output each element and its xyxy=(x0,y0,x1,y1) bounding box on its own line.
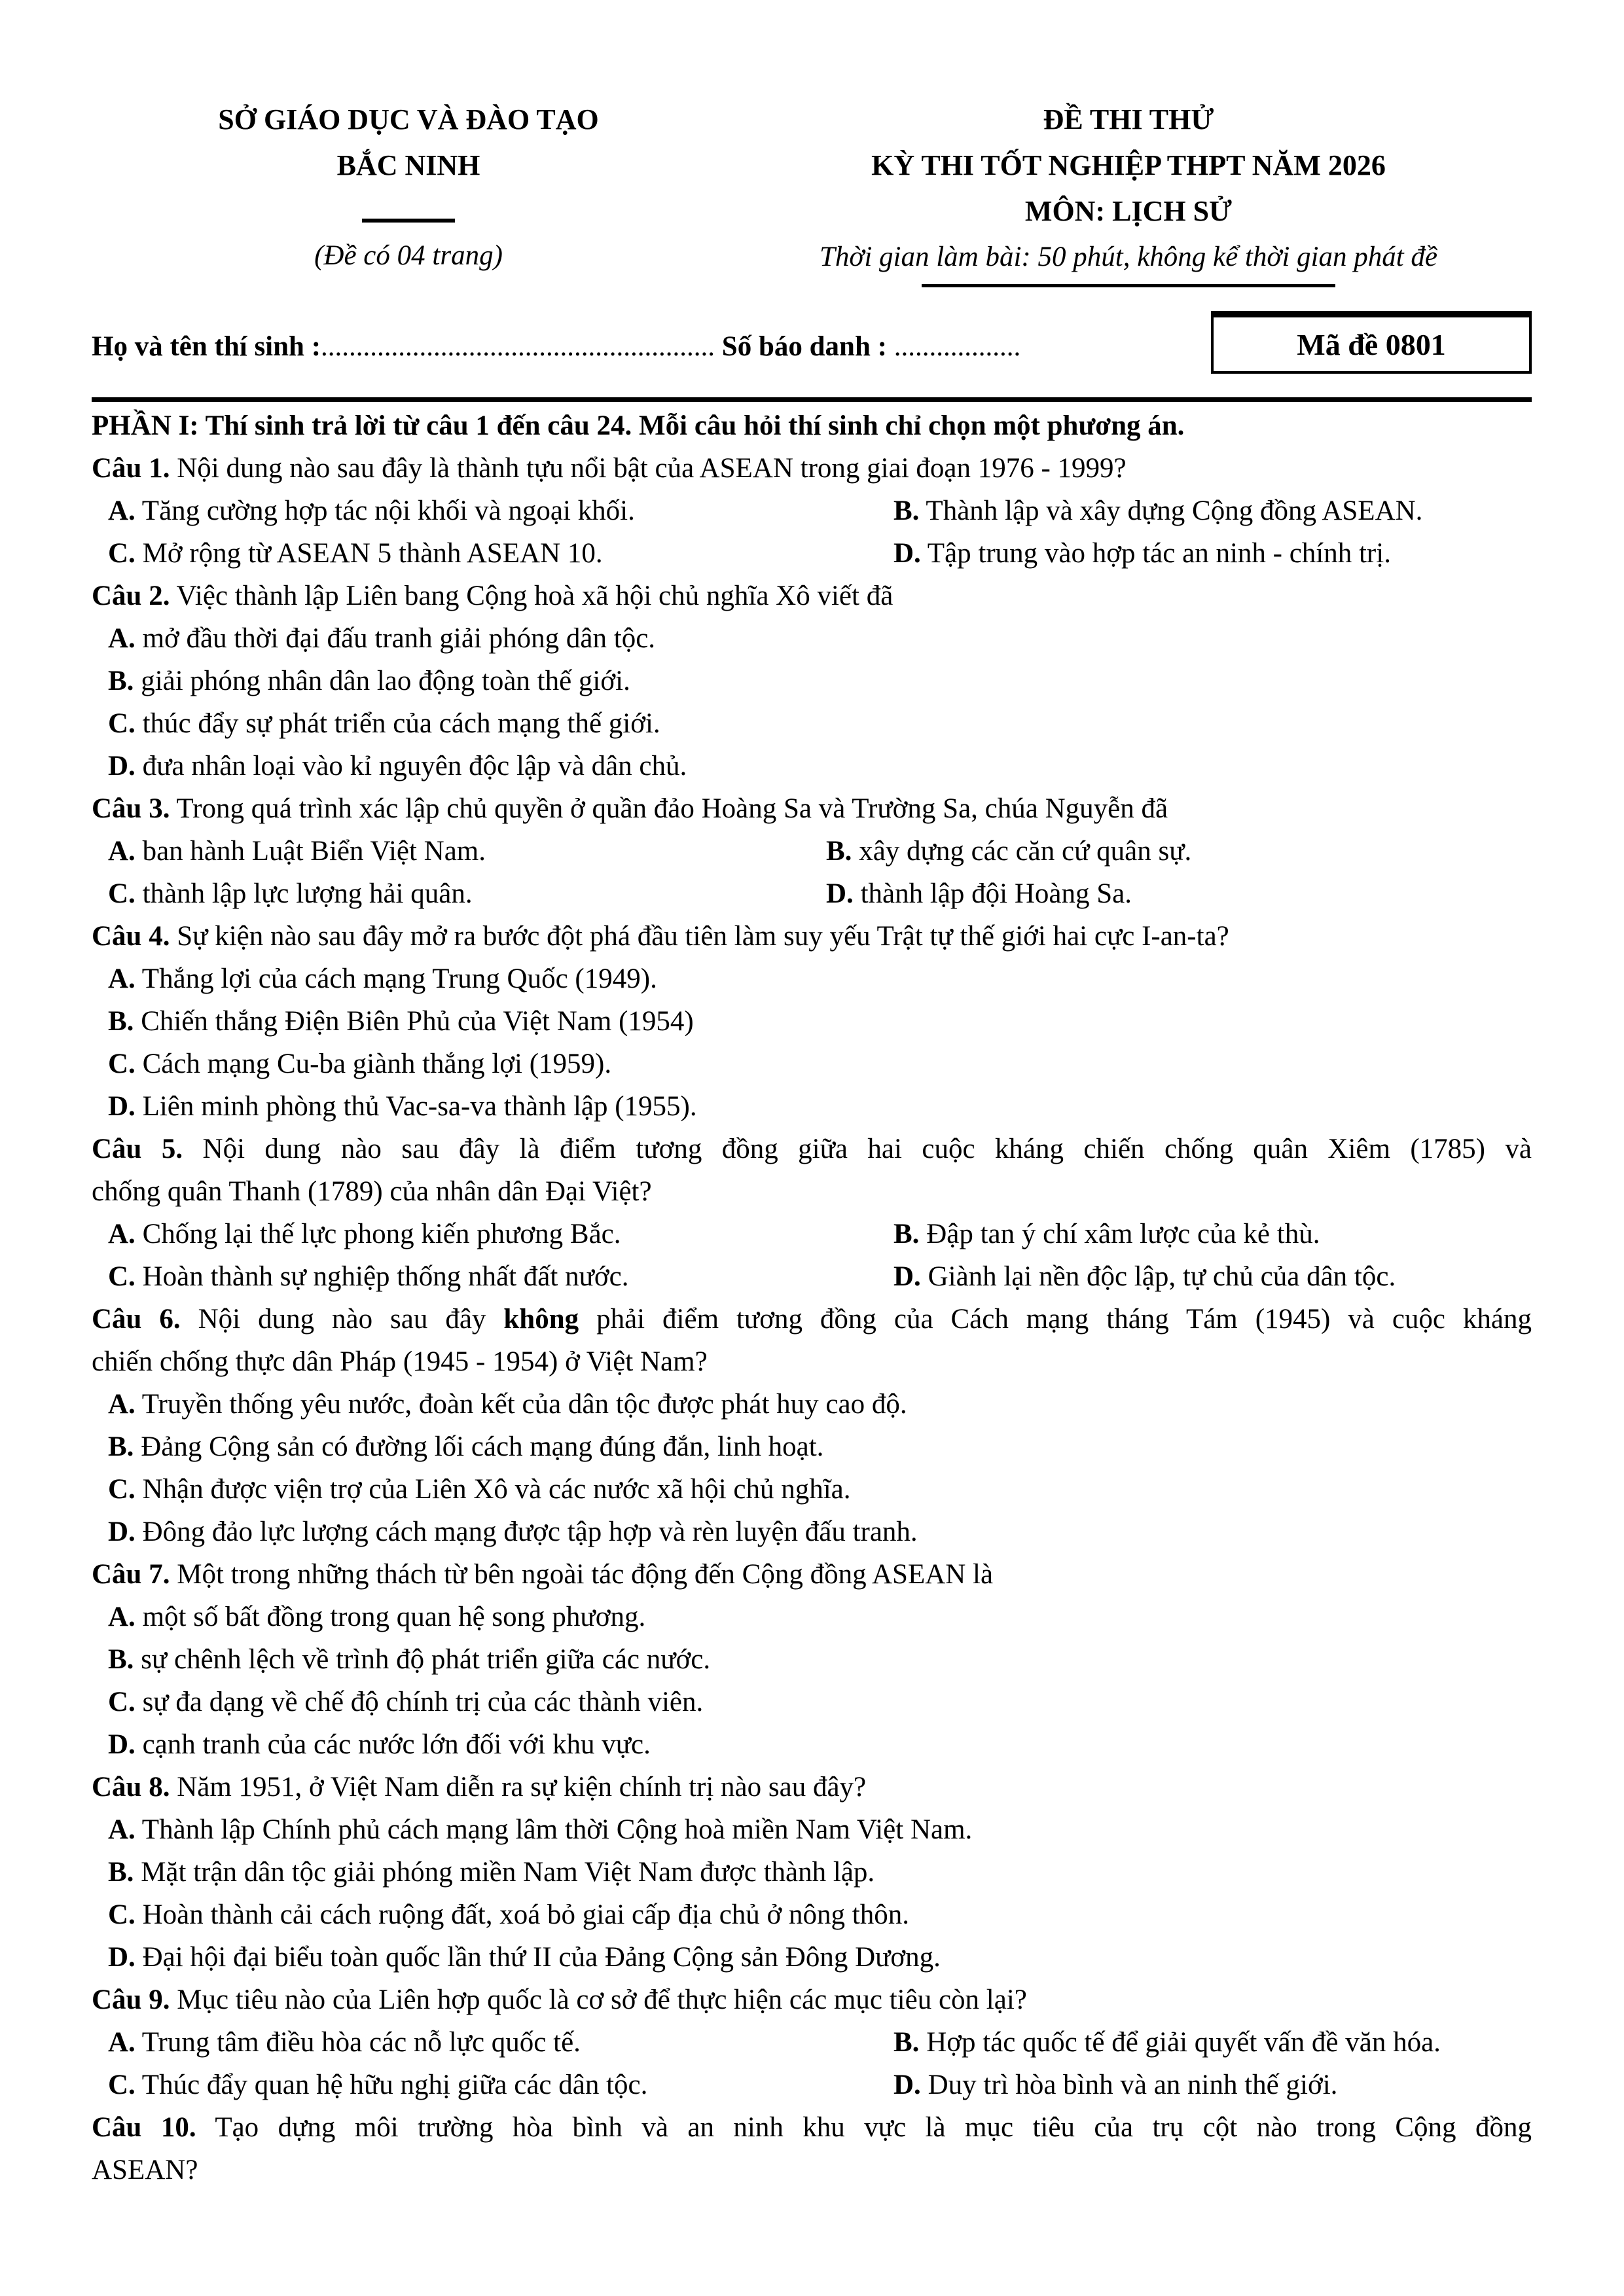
option-c: C. Cách mạng Cu-ba giành thắng lợi (1959). xyxy=(108,1049,612,1079)
exam-code-box xyxy=(1211,311,1532,374)
option-c: C. Nhận được viện trợ của Liên Xô và các nước xã hội chủ nghĩa. xyxy=(108,1474,851,1505)
question-3 xyxy=(92,787,1532,915)
option-d: D. Đông đảo lực lượng cách mạng được tập hợp và rèn luyện đấu tranh. xyxy=(108,1516,918,1547)
option-d: D. Liên minh phòng thủ Vac-sa-va thành lập (1955). xyxy=(108,1091,697,1122)
registration-number-label: Số báo danh : xyxy=(721,331,887,362)
exam-subject: MÔN: LỊCH SỬ xyxy=(1024,195,1233,227)
option-b: B. Thành lập và xây dựng Cộng đồng ASEAN. xyxy=(893,495,1423,526)
option-d: D. Duy trì hòa bình và an ninh thế giới. xyxy=(893,2070,1338,2100)
question-text: Câu 4. Sự kiện nào sau đây mở ra bước đột phá đầu tiên làm suy yếu Trật tự thế giới hai cực I-an-ta? xyxy=(92,921,1229,952)
question-text: Câu 7. Một trong những thách từ bên ngoài tác động đến Cộng đồng ASEAN là xyxy=(92,1559,994,1590)
issuer-divider xyxy=(362,219,455,223)
option-a: A. một số bất đồng trong quan hệ song phương. xyxy=(108,1602,646,1632)
option-a: A. Trung tâm điều hòa các nỗ lực quốc tế. xyxy=(108,2027,581,2058)
options-row xyxy=(92,830,1532,872)
option-a: A. Tăng cường hợp tác nội khối và ngoại khối. xyxy=(108,495,635,526)
question-text-line1: Câu 6. Nội dung nào sau đây không phải điểm tương đồng của Cách mạng tháng Tám (1945) và cuộc kháng xyxy=(92,1304,1532,1335)
question-number: Câu 4. xyxy=(92,921,170,952)
question-4 xyxy=(92,915,1532,1128)
question-number: Câu 2. xyxy=(92,581,170,611)
exam-type-title: ĐỀ THI THỬ xyxy=(1043,103,1214,135)
option-d: D. thành lập đội Hoàng Sa. xyxy=(826,878,1132,909)
option-c: C. thành lập lực lượng hải quân. xyxy=(108,878,473,909)
question-number: Câu 5. xyxy=(92,1134,183,1164)
option-b: B. xây dựng các căn cứ quân sự. xyxy=(826,836,1192,867)
question-number: Câu 9. xyxy=(92,1984,170,2015)
pages-note: (Đề có 04 trang) xyxy=(314,240,503,271)
option-a: A. ban hành Luật Biển Việt Nam. xyxy=(108,836,486,867)
option-c: C. thúc đẩy sự phát triển của cách mạng thế giới. xyxy=(108,708,660,739)
question-number: Câu 6. xyxy=(92,1304,181,1335)
option-a: A. Thành lập Chính phủ cách mạng lâm thời Cộng hoà miền Nam Việt Nam. xyxy=(108,1814,973,1845)
section-divider xyxy=(92,397,1532,402)
option-b: B. Đảng Cộng sản có đường lối cách mạng đúng đắn, linh hoạt. xyxy=(108,1431,824,1462)
option-a: A. Chống lại thế lực phong kiến phương Bắc. xyxy=(108,1219,621,1249)
option-b: B. Hợp tác quốc tế để giải quyết vấn đề văn hóa. xyxy=(893,2027,1441,2058)
options-row xyxy=(92,1213,1532,1255)
question-text: Câu 3. Trong quá trình xác lập chủ quyền ở quần đảo Hoàng Sa và Trường Sa, chúa Nguyễn đã xyxy=(92,793,1168,824)
issuer-department: SỞ GIÁO DỤC VÀ ĐÀO TẠO xyxy=(218,103,599,135)
question-6 xyxy=(92,1298,1532,1553)
issuer-block xyxy=(92,97,725,287)
candidate-row xyxy=(92,311,1532,388)
options-row xyxy=(92,490,1532,532)
option-b: B. sự chênh lệch về trình độ phát triển giữa các nước. xyxy=(108,1644,711,1675)
option-b: B. giải phóng nhân dân lao động toàn thế giới. xyxy=(108,666,630,696)
question-10 xyxy=(92,2106,1532,2191)
question-2 xyxy=(92,575,1532,787)
option-c: C. Mở rộng từ ASEAN 5 thành ASEAN 10. xyxy=(108,538,603,569)
exam-title-block xyxy=(725,97,1532,287)
options-row xyxy=(92,872,1532,915)
option-c: C. sự đa dạng về chế độ chính trị của các thành viên. xyxy=(108,1687,704,1717)
question-number: Câu 10. xyxy=(92,2112,196,2143)
question-number: Câu 3. xyxy=(92,793,170,824)
options-row xyxy=(92,2021,1532,2064)
question-number: Câu 7. xyxy=(92,1559,170,1590)
question-1 xyxy=(92,447,1532,575)
exam-code: Mã đề 0801 xyxy=(1297,327,1446,361)
question-9 xyxy=(92,1979,1532,2106)
question-text-line2: ASEAN? xyxy=(92,2155,198,2185)
option-c: C. Hoàn thành sự nghiệp thống nhất đất nước. xyxy=(108,1261,629,1292)
question-text: Câu 2. Việc thành lập Liên bang Cộng hoà xã hội chủ nghĩa Xô viết đã xyxy=(92,581,893,611)
option-a: A. Truyền thống yêu nước, đoàn kết của dân tộc được phát huy cao độ. xyxy=(108,1389,907,1420)
exam-duration: Thời gian làm bài: 50 phút, không kể thời gian phát đề xyxy=(819,242,1438,272)
candidate-name-label: Họ và tên thí sinh : xyxy=(92,331,321,362)
option-b: B. Mặt trận dân tộc giải phóng miền Nam Việt Nam được thành lập. xyxy=(108,1857,875,1888)
option-d: D. Đại hội đại biểu toàn quốc lần thứ II của Đảng Cộng sản Đông Dương. xyxy=(108,1942,941,1973)
question-text-line1: Câu 10. Tạo dựng môi trường hòa bình và an ninh khu vực là mục tiêu của trụ cột nào trong Cộng đồng xyxy=(92,2112,1532,2143)
exam-header xyxy=(92,97,1532,287)
question-number: Câu 8. xyxy=(92,1772,170,1803)
question-text-line1: Câu 5. Nội dung nào sau đây là điểm tương đồng giữa hai cuộc kháng chiến chống quân Xiêm (1785) và xyxy=(92,1134,1532,1164)
question-text: Câu 1. Nội dung nào sau đây là thành tựu nổi bật của ASEAN trong giai đoạn 1976 - 1999? xyxy=(92,453,1127,484)
candidate-name-blank: ........................................................ xyxy=(321,331,715,362)
option-b: B. Chiến thắng Điện Biên Phủ của Việt Nam (1954) xyxy=(108,1006,694,1037)
option-a: A. Thắng lợi của cách mạng Trung Quốc (1949). xyxy=(108,963,657,994)
emphasis-word: không xyxy=(503,1304,579,1335)
option-c: C. Hoàn thành cải cách ruộng đất, xoá bỏ giai cấp địa chủ ở nông thôn. xyxy=(108,1899,909,1930)
option-d: D. cạnh tranh của các nước lớn đối với khu vực. xyxy=(108,1729,651,1760)
option-c: C. Thúc đẩy quan hệ hữu nghị giữa các dân tộc. xyxy=(108,2070,648,2100)
issuer-province: BẮC NINH xyxy=(336,149,480,181)
part1-heading: PHẦN I: Thí sinh trả lời từ câu 1 đến câu 24. Mỗi câu hỏi thí sinh chỉ chọn một phương án. xyxy=(92,410,1185,441)
option-a: A. mở đầu thời đại đấu tranh giải phóng dân tộc. xyxy=(108,623,656,654)
question-7 xyxy=(92,1553,1532,1766)
duration-divider xyxy=(922,284,1335,287)
registration-number-blank: .................. xyxy=(893,331,1021,362)
question-number: Câu 1. xyxy=(92,453,170,484)
question-5 xyxy=(92,1128,1532,1298)
option-d: D. Tập trung vào hợp tác an ninh - chính trị. xyxy=(893,538,1391,569)
question-text-line2: chống quân Thanh (1789) của nhân dân Đại Việt? xyxy=(92,1176,652,1207)
question-text: Câu 8. Năm 1951, ở Việt Nam diễn ra sự kiện chính trị nào sau đây? xyxy=(92,1772,867,1803)
candidate-info-line xyxy=(92,331,1020,363)
option-b: B. Đập tan ý chí xâm lược của kẻ thù. xyxy=(893,1219,1320,1249)
question-8 xyxy=(92,1766,1532,1979)
option-d: D. đưa nhân loại vào kỉ nguyên độc lập và dân chủ. xyxy=(108,751,687,781)
question-text-line2: chiến chống thực dân Pháp (1945 - 1954) ở Việt Nam? xyxy=(92,1346,708,1377)
question-text: Câu 9. Mục tiêu nào của Liên hợp quốc là cơ sở để thực hiện các mục tiêu còn lại? xyxy=(92,1984,1027,2015)
options-row xyxy=(92,2064,1532,2106)
exam-session-title: KỲ THI TỐT NGHIỆP THPT NĂM 2026 xyxy=(871,149,1386,181)
options-row xyxy=(92,1255,1532,1298)
options-row xyxy=(92,532,1532,575)
option-d: D. Giành lại nền độc lập, tự chủ của dân tộc. xyxy=(893,1261,1396,1292)
